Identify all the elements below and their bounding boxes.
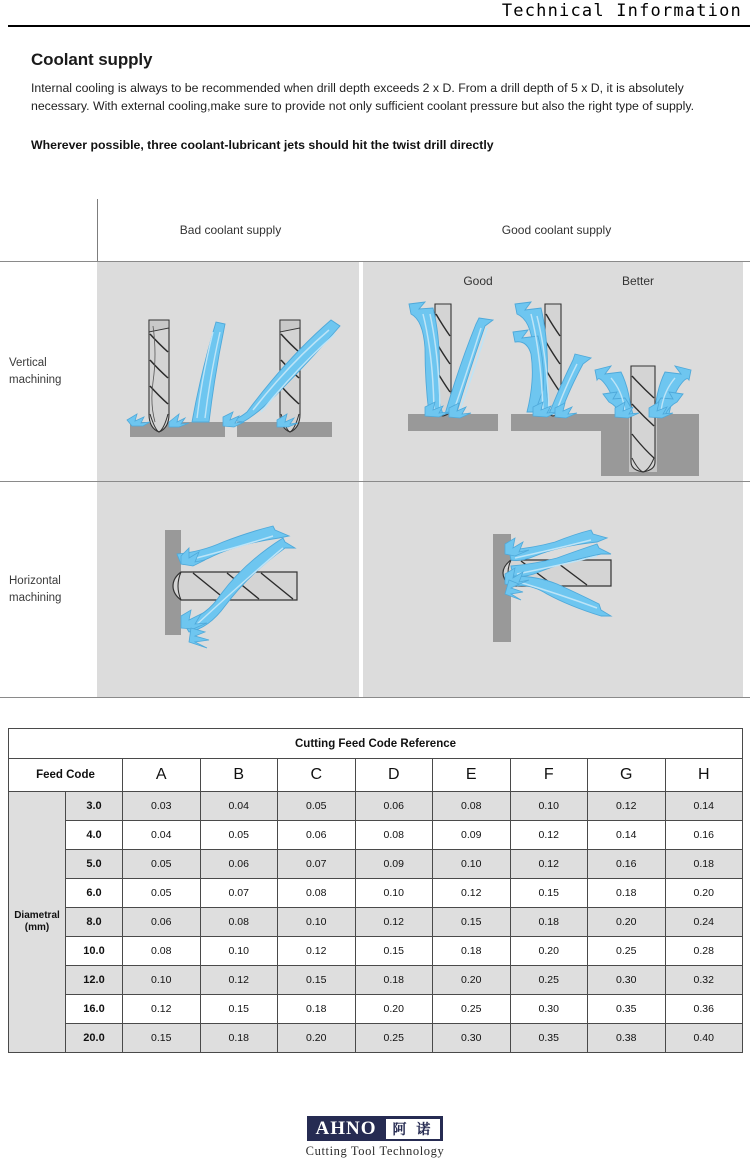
row-label-vertical-line1: Vertical	[9, 356, 47, 369]
row-diameter: 5.0	[66, 850, 123, 879]
table-row	[9, 821, 743, 850]
table-row	[9, 908, 743, 937]
row-diameter: 12.0	[66, 966, 123, 995]
illustration-horizontal-bad	[97, 482, 359, 697]
cell-value: 0.05	[278, 792, 356, 821]
column-header-c: C	[278, 759, 356, 792]
panel-horizontal-bad	[97, 482, 359, 697]
cell-value: 0.06	[278, 821, 356, 850]
intro-lead: Wherever possible, three coolant-lubricant jets should hit the twist drill directly	[31, 137, 494, 152]
cell-value: 0.20	[355, 995, 433, 1024]
logo-name-en: AHNO	[307, 1116, 386, 1141]
cell-value: 0.32	[665, 966, 743, 995]
cell-value: 0.16	[665, 821, 743, 850]
cell-value: 0.15	[278, 966, 356, 995]
row-label-vertical	[0, 262, 97, 481]
cell-value: 0.08	[200, 908, 278, 937]
grid-corner-cell	[0, 199, 97, 261]
cell-value: 0.10	[200, 937, 278, 966]
logo-mark	[307, 1116, 444, 1141]
cell-value: 0.25	[510, 966, 588, 995]
cell-value: 0.35	[588, 995, 666, 1024]
cell-value: 0.20	[588, 908, 666, 937]
cell-value: 0.07	[200, 879, 278, 908]
row-diameter: 16.0	[66, 995, 123, 1024]
cell-value: 0.08	[433, 792, 511, 821]
cell-value: 0.10	[510, 792, 588, 821]
cell-value: 0.10	[123, 966, 201, 995]
row-horizontal-machining	[0, 482, 750, 697]
logo-name-cn: 阿 诺	[386, 1119, 441, 1139]
row-vertical-machining	[0, 262, 750, 481]
illustration-vertical-good	[363, 262, 743, 481]
cell-value: 0.12	[200, 966, 278, 995]
cell-value: 0.15	[200, 995, 278, 1024]
table-body	[9, 792, 743, 1053]
cell-value: 0.12	[588, 792, 666, 821]
cell-value: 0.15	[510, 879, 588, 908]
cell-value: 0.08	[355, 821, 433, 850]
row-diameter: 8.0	[66, 908, 123, 937]
section-heading: Coolant supply	[31, 50, 153, 69]
cell-value: 0.04	[200, 792, 278, 821]
column-header-d: D	[355, 759, 433, 792]
diametral-label	[9, 792, 66, 1053]
column-header-bad: Bad coolant supply	[179, 223, 282, 237]
brand-logo	[0, 1116, 750, 1159]
page-header	[0, 0, 750, 26]
table-row	[9, 995, 743, 1024]
table-column-header-row	[9, 759, 743, 792]
row-diameter: 10.0	[66, 937, 123, 966]
panel-vertical-bad	[97, 262, 359, 481]
cell-value: 0.18	[355, 966, 433, 995]
cell-value: 0.05	[123, 850, 201, 879]
cell-value: 0.10	[278, 908, 356, 937]
caption-better: Better	[621, 274, 654, 288]
grid-divider-bottom	[0, 697, 750, 698]
table-row	[9, 1024, 743, 1053]
table-row	[9, 850, 743, 879]
cell-value: 0.20	[665, 879, 743, 908]
column-header-g: G	[588, 759, 666, 792]
cell-value: 0.15	[433, 908, 511, 937]
cell-value: 0.06	[355, 792, 433, 821]
cell-value: 0.05	[200, 821, 278, 850]
cell-value: 0.14	[588, 821, 666, 850]
cell-value: 0.12	[433, 879, 511, 908]
table-row	[9, 966, 743, 995]
cell-value: 0.25	[588, 937, 666, 966]
cell-value: 0.18	[200, 1024, 278, 1053]
illustration-vertical-bad	[97, 262, 359, 481]
diametral-label-line2: (mm)	[24, 922, 50, 933]
row-label-horizontal	[0, 482, 97, 697]
cutting-feed-code-table	[8, 728, 743, 1053]
cell-value: 0.24	[665, 908, 743, 937]
column-header-e: E	[433, 759, 511, 792]
row-label-horizontal-line1: Horizontal	[9, 574, 61, 587]
cell-value: 0.38	[588, 1024, 666, 1053]
column-header-h: H	[665, 759, 743, 792]
column-header-a: A	[123, 759, 201, 792]
cell-value: 0.12	[510, 821, 588, 850]
diametral-label-line1: Diametral	[14, 909, 60, 921]
table-row	[9, 792, 743, 821]
cell-value: 0.25	[355, 1024, 433, 1053]
cell-value: 0.18	[588, 879, 666, 908]
illustration-horizontal-good	[363, 482, 743, 697]
cell-value: 0.12	[355, 908, 433, 937]
cell-value: 0.30	[433, 1024, 511, 1053]
cell-value: 0.12	[123, 995, 201, 1024]
logo-cn-box	[386, 1116, 444, 1141]
feed-code-table-wrap	[8, 728, 743, 1053]
table-row	[9, 937, 743, 966]
cell-value: 0.05	[123, 879, 201, 908]
cell-value: 0.18	[278, 995, 356, 1024]
cell-value: 0.25	[433, 995, 511, 1024]
cell-value: 0.07	[278, 850, 356, 879]
column-header-good: Good coolant supply	[501, 223, 612, 237]
table-title-row	[9, 729, 743, 759]
column-header-f: F	[510, 759, 588, 792]
cell-value: 0.20	[278, 1024, 356, 1053]
panel-vertical-good	[363, 262, 743, 481]
row-label-vertical-line2: machining	[9, 373, 62, 386]
cell-value: 0.15	[123, 1024, 201, 1053]
cell-value: 0.08	[278, 879, 356, 908]
grid-header-row	[0, 199, 750, 261]
row-diameter: 4.0	[66, 821, 123, 850]
cell-value: 0.06	[200, 850, 278, 879]
cell-value: 0.18	[510, 908, 588, 937]
row-diameter: 20.0	[66, 1024, 123, 1053]
column-header-b: B	[200, 759, 278, 792]
intro-section	[31, 50, 731, 152]
caption-good: Good	[463, 274, 493, 288]
panel-horizontal-good	[363, 482, 743, 697]
cell-value: 0.03	[123, 792, 201, 821]
header-divider	[8, 25, 750, 27]
cell-value: 0.09	[355, 850, 433, 879]
cell-value: 0.08	[123, 937, 201, 966]
cell-value: 0.18	[665, 850, 743, 879]
cell-value: 0.12	[278, 937, 356, 966]
cell-value: 0.28	[665, 937, 743, 966]
cell-value: 0.35	[510, 1024, 588, 1053]
cell-value: 0.36	[665, 995, 743, 1024]
row-label-horizontal-line2: machining	[9, 591, 62, 604]
row-diameter: 6.0	[66, 879, 123, 908]
cell-value: 0.04	[123, 821, 201, 850]
table-title: Cutting Feed Code Reference	[9, 729, 743, 759]
coolant-comparison-grid	[0, 199, 750, 698]
cell-value: 0.30	[510, 995, 588, 1024]
cell-value: 0.18	[433, 937, 511, 966]
intro-paragraph: Internal cooling is always to be recommended when drill depth exceeds 2 x D. From a drill depth of 5 x D, it is absolutely necessary. With external cooling,make sure to provide not only sufficient coolant pressure but also the right type of supply.	[31, 81, 695, 113]
cell-value: 0.10	[433, 850, 511, 879]
feed-code-header: Feed Code	[9, 759, 123, 792]
page-title: Technical Information	[501, 1, 742, 21]
row-diameter: 3.0	[66, 792, 123, 821]
cell-value: 0.06	[123, 908, 201, 937]
cell-value: 0.09	[433, 821, 511, 850]
cell-value: 0.40	[665, 1024, 743, 1053]
table-row	[9, 879, 743, 908]
cell-value: 0.30	[588, 966, 666, 995]
cell-value: 0.10	[355, 879, 433, 908]
cell-value: 0.12	[510, 850, 588, 879]
cell-value: 0.14	[665, 792, 743, 821]
cell-value: 0.20	[433, 966, 511, 995]
logo-tagline: Cutting Tool Technology	[305, 1144, 445, 1158]
cell-value: 0.15	[355, 937, 433, 966]
cell-value: 0.20	[510, 937, 588, 966]
cell-value: 0.16	[588, 850, 666, 879]
